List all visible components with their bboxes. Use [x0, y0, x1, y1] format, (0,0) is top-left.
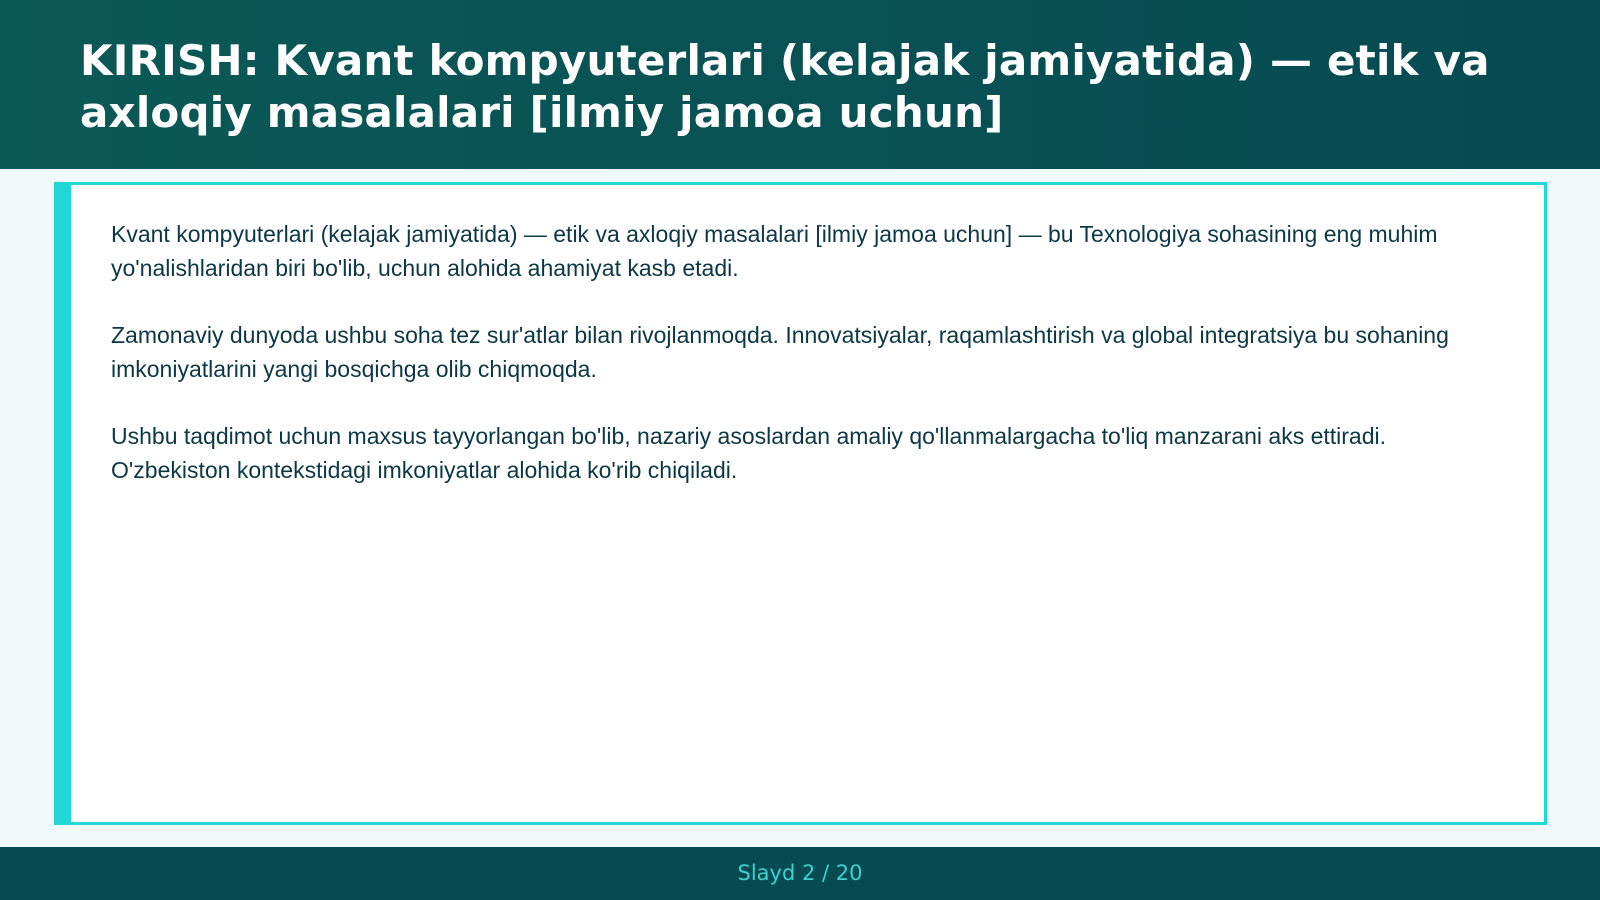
slide-header: [0, 0, 1600, 169]
intro-paragraph: Kvant kompyuterlari (kelajak jamiyatida) — etik va axloqiy masalalari [ilmiy jamoa uchun] — bu Texnologiya sohasining eng muhim yo'nalishlaridan biri bo'lib, uchun alohida ahamiyat kasb etadi.: [111, 221, 1438, 281]
slide-footer: [0, 847, 1600, 900]
slide-title: KIRISH: Kvant kompyuterlari (kelajak jamiyatida) — etik va axloqiy masalalari [ilmiy jamoa uchun]: [80, 36, 1490, 137]
slide-counter: Slayd 2 / 20: [737, 861, 863, 885]
modern-world-paragraph: Zamonaviy dunyoda ushbu soha tez sur'atlar bilan rivojlanmoqda. Innovatsiyalar, raqamlashtirish va global integratsiya bu sohaning imkoniyatlarini yangi bosqichga olib chiqmoqda.: [111, 322, 1449, 382]
presentation-scope-paragraph: Ushbu taqdimot uchun maxsus tayyorlangan bo'lib, nazariy asoslardan amaliy qo'llanmalargacha to'liq manzarani aks ettiradi. O'zbekiston kontekstidagi imkoniyatlar alohida ko'rib chiqiladi.: [111, 423, 1387, 483]
content-panel: [54, 182, 1547, 825]
